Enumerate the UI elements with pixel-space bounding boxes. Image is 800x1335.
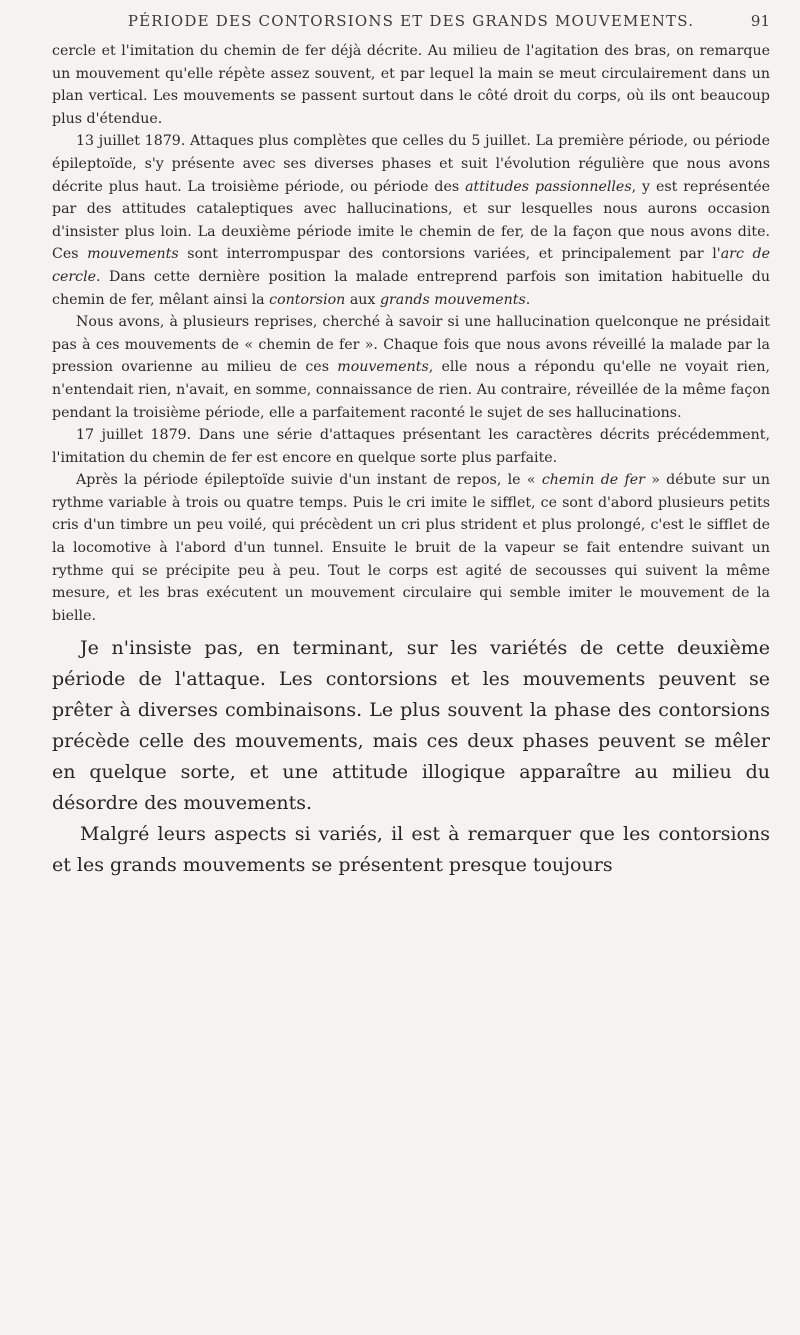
page-number: 91: [750, 12, 770, 30]
header-title: PÉRIODE DES CONTORSIONS ET DES GRANDS MOUVEMENTS.: [127, 12, 695, 30]
paragraph-continuation: cercle et l'imitation du chemin de fer déjà décrite. Au milieu de l'agitation des bras, on remarque un mouvement qu'elle répète assez souvent, et par lequel la main se meut circulairement dans un plan vertical. Les mouvements se passent surtout dans le côté droit du corps, où ils ont beaucoup plus d'étendue.: [52, 43, 770, 127]
running-header: [52, 0, 770, 40]
paragraph-final: Malgré leurs aspects si variés, il est à remarquer que les contorsions et les grands mouvements se présentent presque toujours: [52, 823, 770, 877]
paragraph-july-17: 17 juillet 1879. Dans une série d'attaques présentant les caractères décrits précédemment, l'imitation du chemin de fer est encore en quelque sorte plus parfaite.: [52, 427, 770, 466]
paragraph-railway-imitation: Après la période épileptoïde suivie d'un instant de repos, le « chemin de fer » débute sur un rythme variable à trois ou quatre temps. Puis le cri imite le sifflet, ce sont d'abord plusieurs petits cris d'un timbre un peu voilé, qui précèdent un cri plus strident et plus prolongé, c'est le sifflet de la locomotive à l'abord d'un tunnel. Ensuite le bruit de la vapeur se fait entendre suivant un rythme qui se précipite peu à peu. Tout le corps est agité de secousses qui suivent la même mesure, et les bras exécutent un mouvement circulaire qui semble imiter le mouvement de la bielle.: [52, 472, 770, 624]
paragraph-july-13: 13 juillet 1879. Attaques plus complètes que celles du 5 juillet. La première période, ou période épileptoïde, s'y présente avec ses diverses phases et suit l'évolution régulière que nous avons décrite plus haut. La troisième période, ou période des attitudes passionnelles, y est représentée par des attitudes cataleptiques avec hallucinations, et sur lesquelles nous aurons occasion d'insister plus loin. La deuxième période imite le chemin de fer, de la façon que nous avons dite. Ces mouvements sont interrompuspar des contorsions variées, et principalement par l'arc de cercle. Dans cette dernière position la malade entreprend parfois son imitation habituelle du chemin de fer, mêlant ainsi la contorsion aux grands mouvements.: [52, 133, 770, 308]
paragraph-hallucination: Nous avons, à plusieurs reprises, cherché à savoir si une hallucination quelconque ne présidait pas à ces mouvements de « chemin de fer ». Chaque fois que nous avons réveillé la malade par la pression ovarienne au milieu de ces mouvements, elle nous a répondu qu'elle ne voyait rien, n'entendait rien, n'avait, en somme, connaissance de rien. Au contraire, réveillée de la même façon pendant la troisième période, elle a parfaitement raconté le sujet de ses hallucinations.: [52, 314, 770, 421]
paragraph-conclusion: Je n'insiste pas, en terminant, sur les variétés de cette deuxième période de l'attaque. Les contorsions et les mouvements peuvent se prêter à diverses combinaisons. Le plus souvent la phase des contorsions précède celle des mouvements, mais ces deux phases peuvent se mêler en quelque sorte, et une attitude illogique apparaître au milieu du désordre des mouvements.: [52, 637, 770, 815]
